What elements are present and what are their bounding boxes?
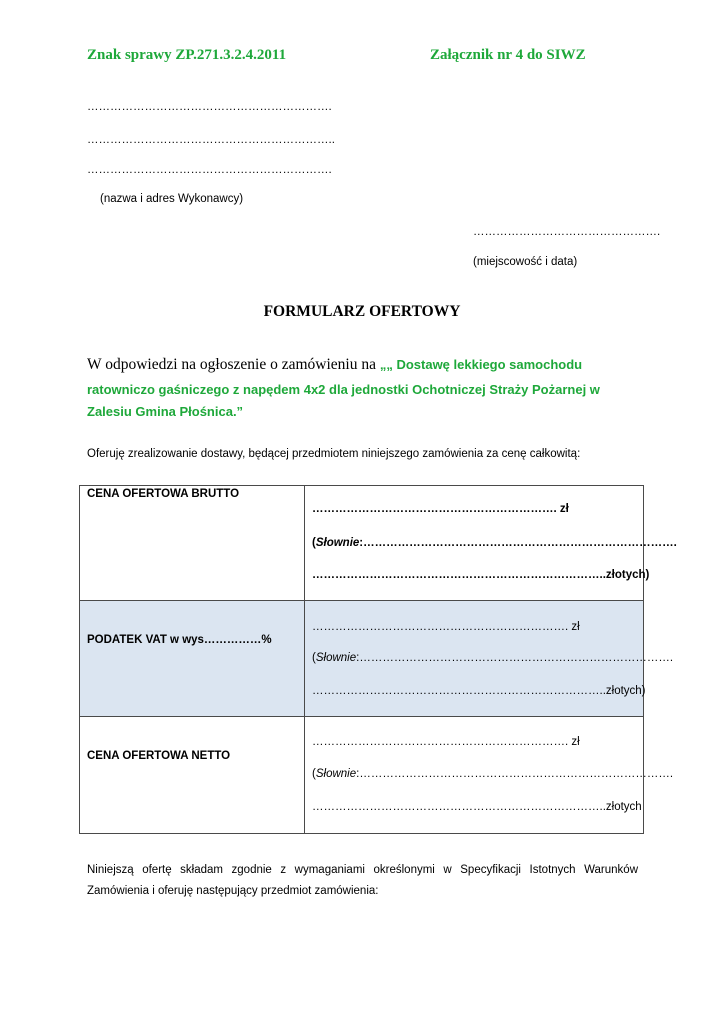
words-dots: :……………………………………………………………………….: [356, 768, 674, 780]
price-value-cell[interactable]: [305, 717, 674, 834]
contractor-line-1: ……………………………………………………….: [87, 101, 332, 113]
place-date-caption: (miejscowość i data): [473, 256, 578, 268]
words-line[interactable]: (Słownie:……………………………………………………………………….: [312, 537, 677, 549]
price-row-gross: [80, 486, 644, 601]
intro-subject-3: Zalesiu Gmina Płośnica.”: [87, 404, 244, 419]
intro-subject-2: ratowniczo gaśniczego z napędem 4x2 dla jednostki Ochotniczej Straży Pożarnej w: [87, 382, 600, 397]
words-label: Słownie: [315, 768, 357, 780]
closing-paragraph: Niniejszą ofertę składam zgodnie z wymaganiami określonymi w Specyfikacji Istotnych Warunków Zamówienia i oferuję następujący przedmiot zamówienia:: [87, 864, 638, 897]
intro-subject-1: „„ Dostawę lekkiego samochodu: [379, 357, 583, 372]
price-row-net: [80, 717, 644, 834]
words-end-line[interactable]: …………………………………………………………………..złotych): [312, 569, 650, 581]
words-line[interactable]: (Słownie:……………………………………………………………………….: [312, 768, 674, 780]
words-dots: :……………………………………………………………………….: [356, 652, 674, 664]
contractor-caption: (nazwa i adres Wykonawcy): [100, 193, 244, 205]
attachment-label: Załącznik nr 4 do SIWZ: [430, 47, 586, 63]
form-title: FORMULARZ OFERTOWY: [263, 303, 461, 320]
words-label: Słownie: [315, 652, 357, 664]
words-dots: :……………………………………………………………………….: [359, 537, 677, 549]
contractor-line-3: ……………………………………………………….: [87, 164, 332, 176]
price-label: CENA OFERTOWA NETTO: [87, 750, 231, 762]
case-number: Znak sprawy ZP.271.3.2.4.2011: [87, 47, 287, 63]
price-value-cell[interactable]: [305, 486, 677, 601]
price-label: PODATEK VAT w wys……………%: [87, 634, 272, 646]
intro-prefix: W odpowiedzi na ogłoszenie o zamówieniu na: [87, 356, 380, 373]
words-end-line[interactable]: …………………………………………………………………..złotych: [312, 801, 642, 813]
price-value-cell[interactable]: [305, 601, 674, 717]
amount-line[interactable]: …………………………………………………………. zł: [312, 621, 580, 633]
words-label: Słownie: [315, 537, 360, 549]
price-label-cell: [80, 486, 305, 601]
offer-statement: Oferuję zrealizowanie dostawy, będącej przedmiotem niniejszego zamówienia za cenę całkowitą:: [87, 448, 581, 460]
price-label-cell: [80, 601, 305, 717]
price-label: CENA OFERTOWA BRUTTO: [87, 488, 240, 500]
intro-line-1: [87, 356, 582, 374]
amount-line[interactable]: …………………………………………………………. zł: [312, 736, 580, 748]
price-label-cell: [80, 717, 305, 834]
amount-line[interactable]: ………………………………………………………. zł: [312, 503, 569, 515]
price-table: [79, 485, 677, 834]
place-date-line: ………………………………………….: [473, 226, 661, 238]
price-row-vat: [80, 601, 644, 717]
contractor-line-2: ………………………………………………………..: [87, 134, 335, 146]
words-line[interactable]: (Słownie:……………………………………………………………………….: [312, 652, 674, 664]
words-end-line[interactable]: …………………………………………………………………..złotych): [312, 685, 646, 697]
